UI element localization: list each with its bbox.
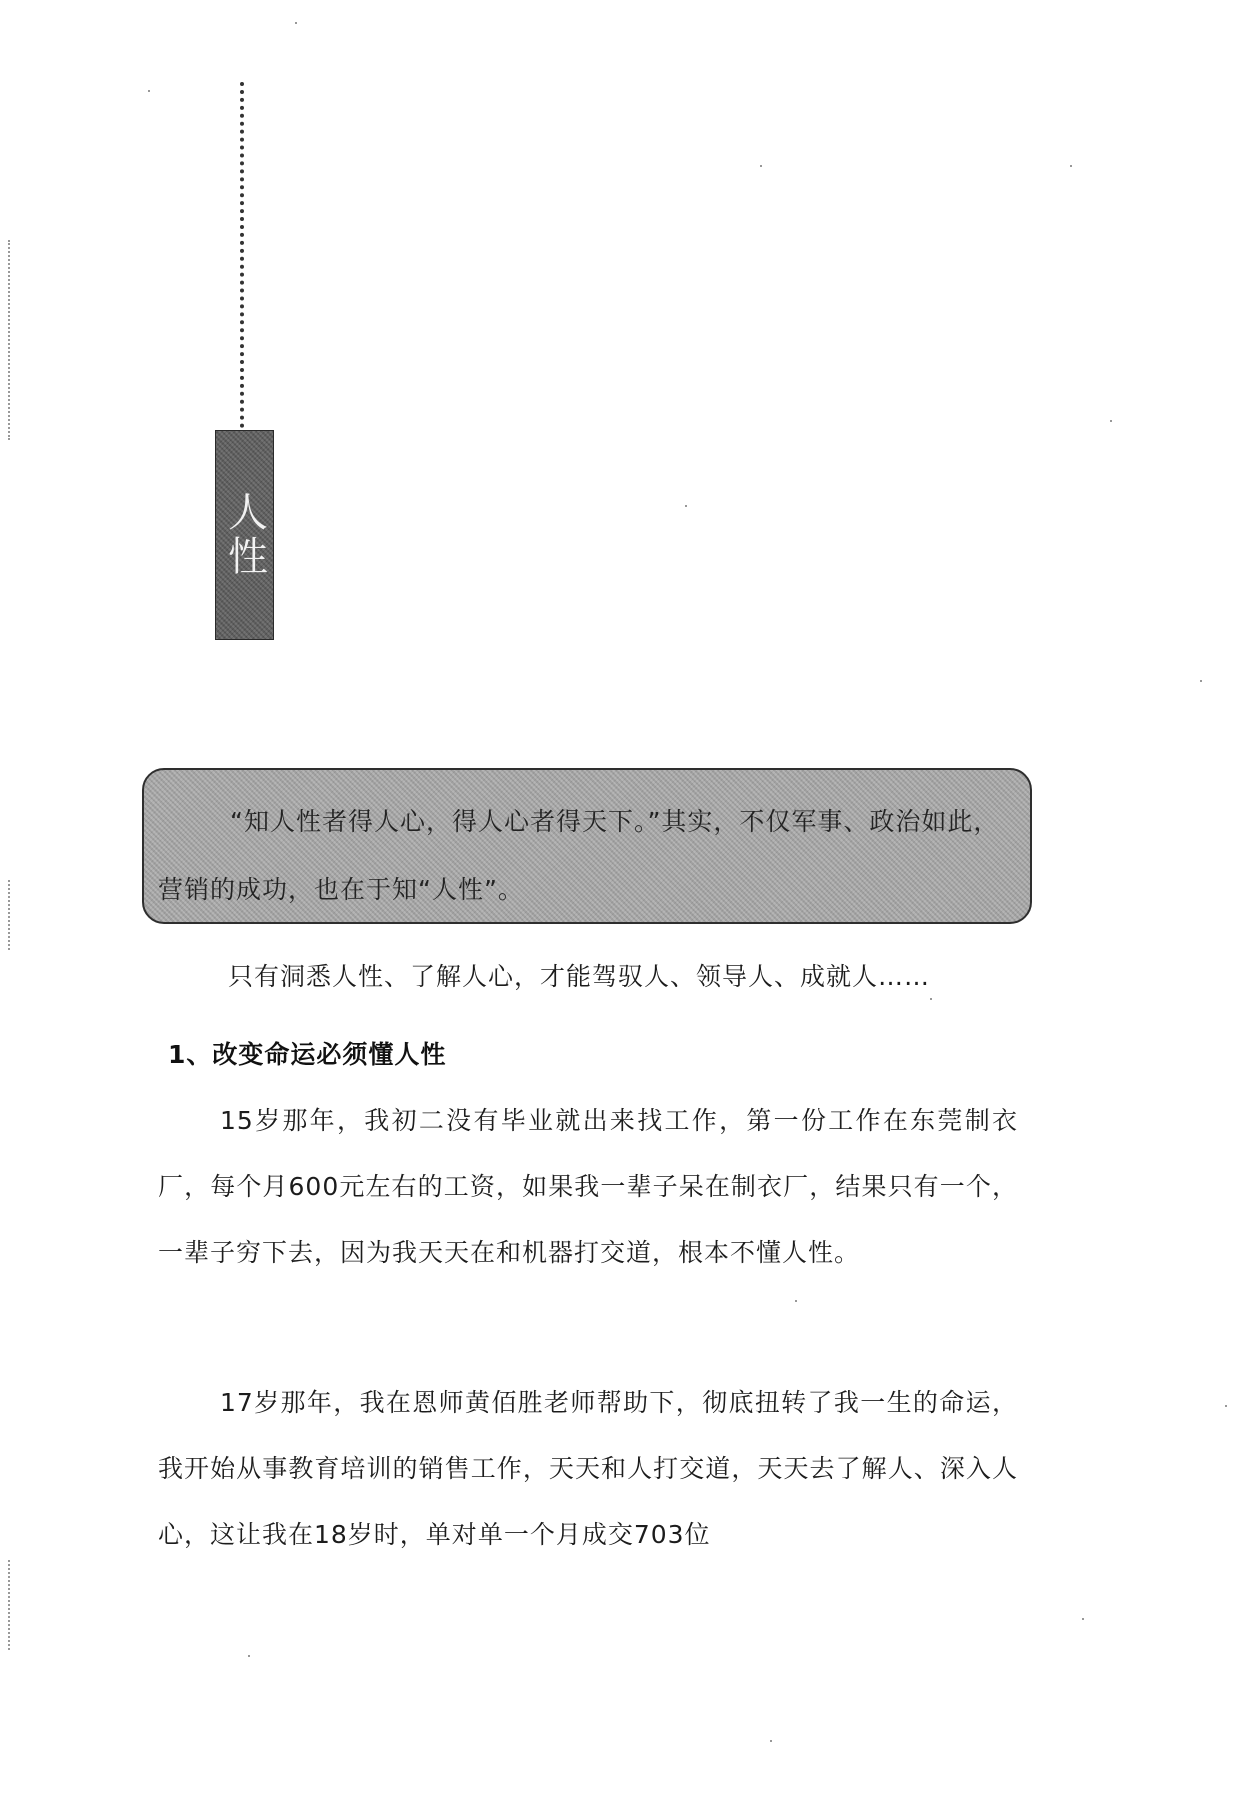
body-paragraph-block bbox=[158, 1088, 1018, 1286]
hanging-dotted-line bbox=[240, 82, 244, 428]
scan-speck bbox=[1225, 1405, 1227, 1407]
scan-edge-dots bbox=[8, 1560, 10, 1650]
lead-sentence: 只有洞悉人性、了解人心，才能驾驭人、领导人、成就人…… bbox=[228, 962, 931, 991]
chapter-tag-label: 人性 bbox=[221, 491, 268, 579]
scan-speck bbox=[295, 22, 297, 24]
body-paragraph: 15岁那年，我初二没有毕业就出来找工作，第一份工作在东莞制衣厂，每个月600元左右的工资，如果我一辈子呆在制衣厂，结果只有一个，一辈子穷下去，因为我天天在和机器打交道，根本不懂人性。 bbox=[158, 1106, 1018, 1267]
scan-speck bbox=[770, 1740, 772, 1742]
scan-speck bbox=[685, 505, 687, 507]
section-heading: 1、改变命运必须懂人性 bbox=[168, 1040, 447, 1069]
body-paragraph: 17岁那年，我在恩师黄佰胜老师帮助下，彻底扭转了我一生的命运，我开始从事教育培训的销售工作，天天和人打交道，天天去了解人、深入人心，这让我在18岁时，单对单一个月成交703位 bbox=[158, 1388, 1018, 1549]
scan-speck bbox=[1110, 420, 1112, 422]
scan-speck bbox=[148, 90, 150, 92]
scan-edge-dots bbox=[8, 240, 10, 440]
scan-speck bbox=[795, 1300, 797, 1302]
scan-speck bbox=[1200, 680, 1202, 682]
scan-edge-dots bbox=[8, 880, 10, 950]
quote-text: “知人性者得人心，得人心者得天下。”其实，不仅军事、政治如此，营销的成功，也在于知“人性”。 bbox=[158, 807, 1000, 904]
scan-speck bbox=[1082, 1618, 1084, 1620]
chapter-tag bbox=[215, 430, 274, 640]
scan-speck bbox=[248, 1655, 250, 1657]
quote-banner bbox=[142, 768, 1032, 924]
scan-speck bbox=[1070, 165, 1072, 167]
body-paragraph-block bbox=[158, 1370, 1018, 1568]
scan-speck bbox=[760, 165, 762, 167]
scan-speck bbox=[930, 998, 932, 1000]
